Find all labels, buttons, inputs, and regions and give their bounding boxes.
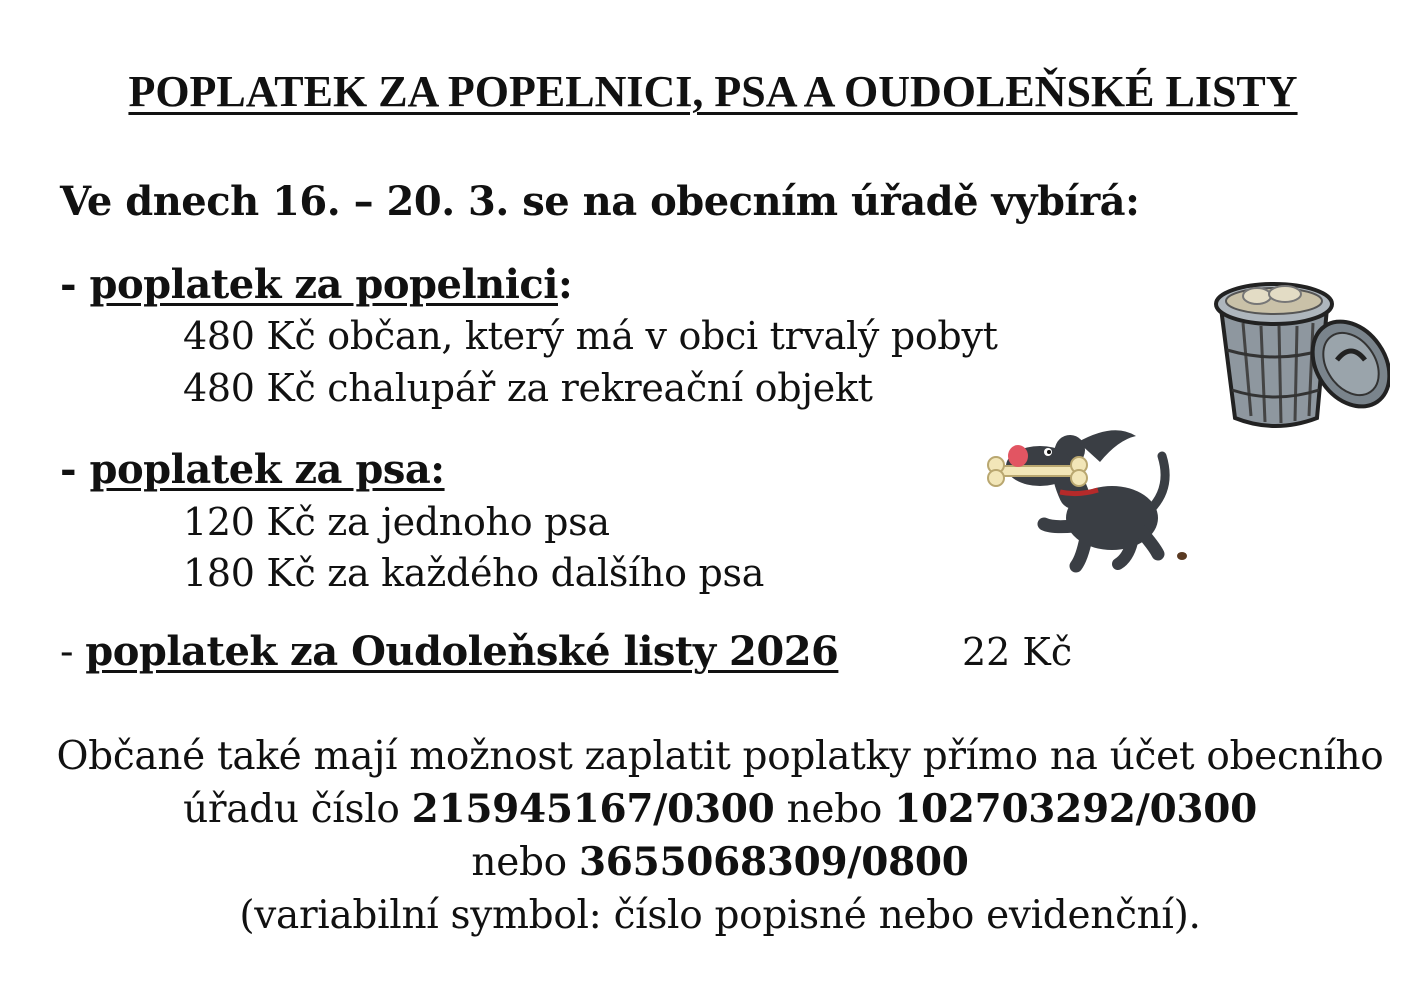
dash: -: [60, 261, 90, 308]
dash: -: [60, 446, 90, 493]
intro-text: Ve dnech 16. – 20. 3. se na obecním úřadě vybírá:: [60, 178, 1140, 225]
payment-text: nebo: [471, 840, 579, 885]
section-label-popelnice: poplatek za popelnici: [89, 261, 558, 308]
account-number-3: 3655068309/0800: [578, 839, 969, 885]
fee-item-popelnice-1: 480 Kč občan, který má v obci trvalý pobyt: [183, 314, 998, 358]
section-header-popelnice: [60, 261, 572, 308]
payment-line-2: [0, 783, 1426, 836]
dash: -: [60, 629, 86, 675]
payment-text: úřadu číslo: [183, 787, 412, 832]
payment-text: nebo: [774, 787, 895, 832]
payment-line-4: (variabilní symbol: číslo popisné nebo evidenční).: [239, 893, 1201, 938]
page-title: POPLATEK ZA POPELNICI, PSA A OUDOLEŇSKÉ LISTY: [128, 67, 1298, 116]
fee-item-psi-2: 180 Kč za každého dalšího psa: [183, 551, 765, 595]
payment-line-1: Občané také mají možnost zaplatit poplatky přímo na účet obecního: [56, 734, 1384, 779]
dog-with-bone-icon: [982, 418, 1192, 578]
payment-line-3: [0, 836, 1426, 889]
section-header-listy: [60, 628, 838, 675]
section-header-psi: [60, 446, 445, 493]
section-label-psi: poplatek za psa:: [89, 446, 445, 493]
section-label-listy: poplatek za Oudoleňské listy 2026: [85, 628, 839, 675]
account-number-2: 102703292/0300: [894, 786, 1257, 832]
account-number-1: 215945167/0300: [411, 786, 775, 832]
fee-item-popelnice-2: 480 Kč chalupář za rekreační objekt: [183, 366, 873, 410]
payment-info: [0, 730, 1426, 942]
colon: :: [557, 261, 573, 308]
listy-price: 22 Kč: [962, 630, 1073, 674]
trash-can-icon: [1205, 268, 1390, 438]
fee-item-psi-1: 120 Kč za jednoho psa: [183, 500, 610, 544]
